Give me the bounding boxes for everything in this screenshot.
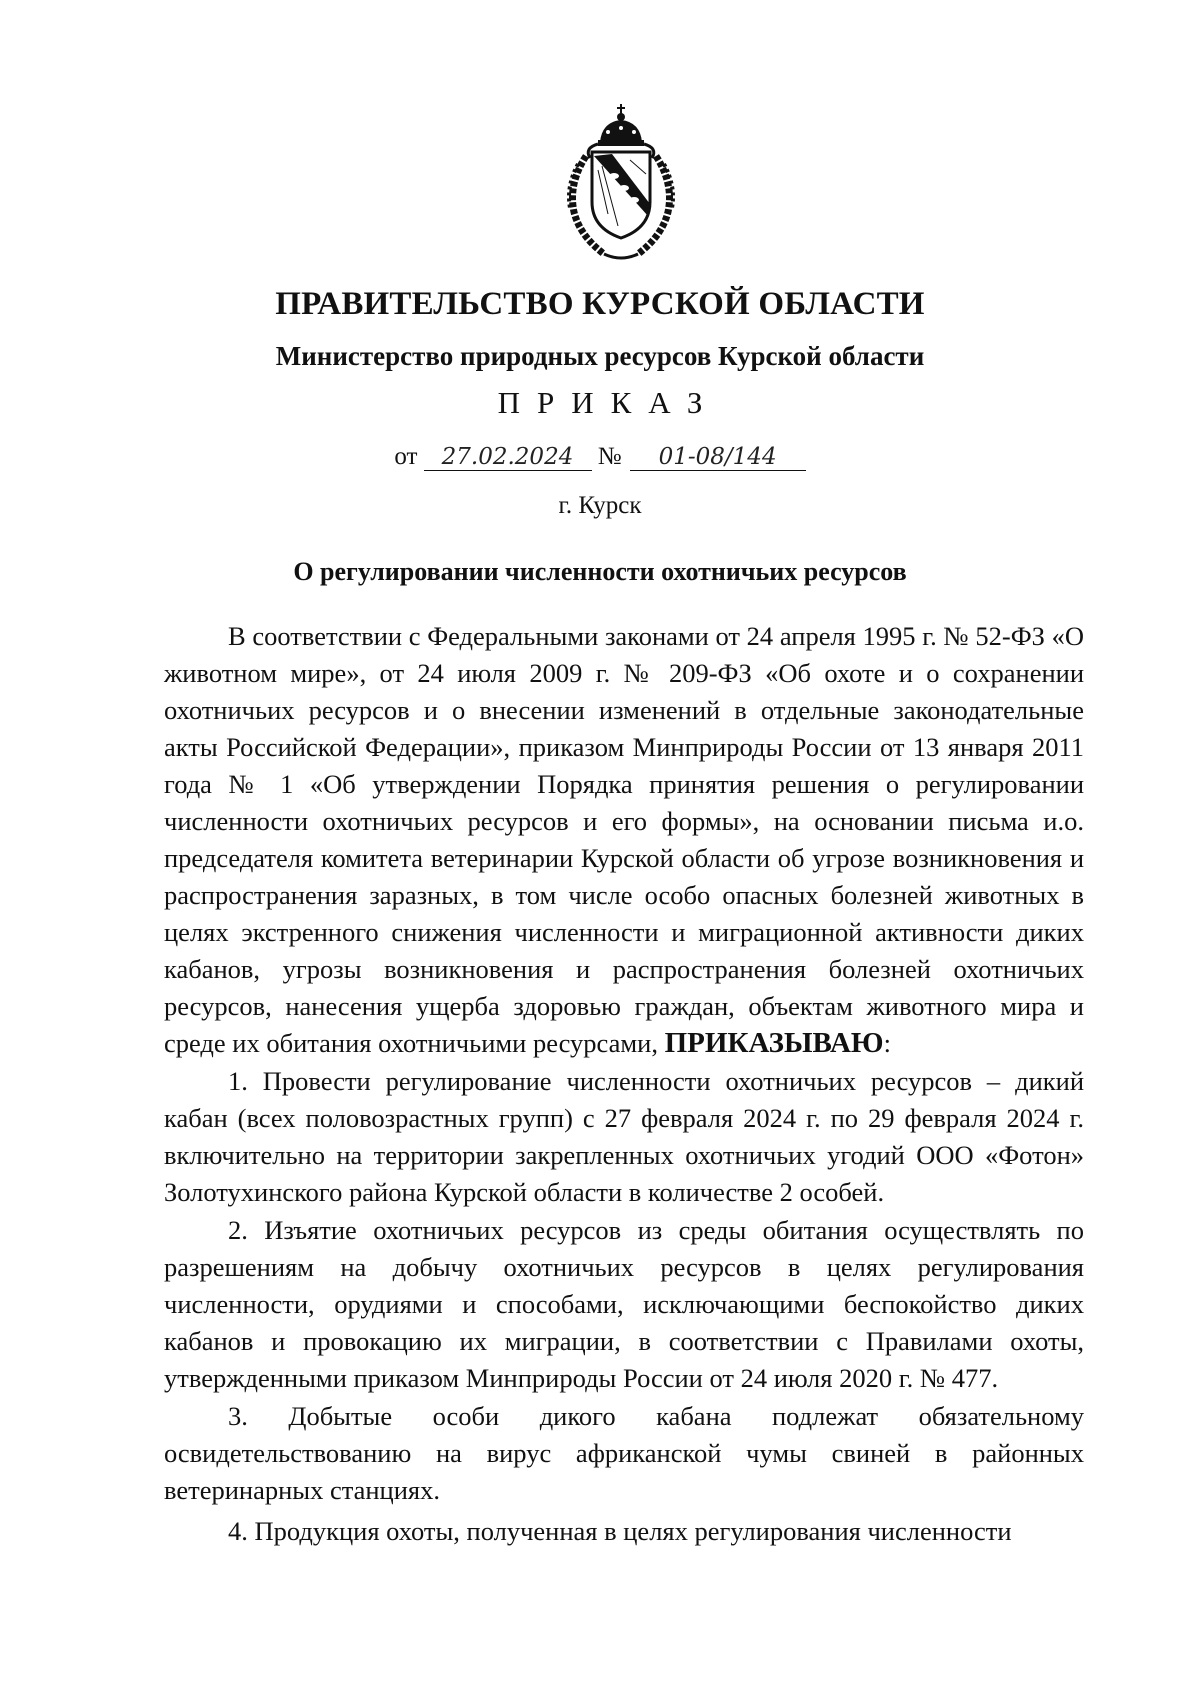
document-type: ПРИКАЗ — [497, 385, 720, 420]
order-keyword: ПРИКАЗЫВАЮ — [664, 1027, 884, 1059]
preamble-text: В соответствии с Федеральными законами от 24 апреля 1995 г. № 52-ФЗ «О животном мире», от 24 июля 2009 г. № 209-ФЗ «Об охоте и о сохранении охотничьих ресурсов и о внесении изменений в отдельные законодательные акты Российской Федерации», приказом Минприроды России от 13 января 2011 года № 1 «Об утверждении Порядка принятия решения о регулировании численности охотничьих ресурсов и его формы», на основании письма и.о. председателя комитета ветеринарии Курской области об угрозе возникновения и распространения заразных, в том числе особо опасных болезней животных в целях экстренного снижения численности и миграционной активности диких кабанов, угрозы возникновения и распространения болезней охотничьих ресурсов, нанесения ущерба здоровью граждан, объектам животного мира и среде их обитания охотничьими ресурсами, — [164, 621, 1084, 1058]
order-item-4: 4. Продукция охоты, полученная в целях регулирования численности — [228, 1516, 1012, 1546]
date-number-line — [0, 443, 1200, 471]
order-item-3: 3. Добытые особи дикого кабана подлежат обязательному освидетельствованию на вирус африканской чумы свиней в районных ветеринарных станциях. — [164, 1401, 1084, 1505]
coat-of-arms-emblem — [564, 104, 678, 262]
document-subject: О регулировании численности охотничьих ресурсов — [293, 557, 907, 586]
ministry-title: Министерство природных ресурсов Курской области — [275, 341, 925, 371]
date-prefix: от — [394, 443, 418, 470]
order-item-1: 1. Провести регулирование численности охотничьих ресурсов – дикий кабан (всех половозрастных групп) с 27 февраля 2024 г. по 29 февраля 2024 г. включительно на территории закрепленных охотничьих угодий ООО «Фотон» Золотухинского района Курской области в количестве 2 особей. — [164, 1066, 1084, 1207]
order-item-2: 2. Изъятие охотничьих ресурсов из среды обитания осуществлять по разрешениям на добычу охотничьих ресурсов в целях регулирования численности, орудиями и способами, исключающими беспокойство диких кабанов и провокацию их миграции, в соответствии с Правилами охоты, утвержденными приказом Минприроды России от 24 июля 2020 г. № 477. — [164, 1215, 1084, 1393]
order-keyword-colon: : — [883, 1028, 891, 1058]
handwritten-number: 01-08/144 — [630, 444, 806, 471]
document-body — [164, 618, 1084, 1550]
handwritten-date: 27.02.2024 — [424, 444, 592, 471]
preamble-paragraph — [164, 618, 1084, 1062]
number-prefix: № — [597, 443, 622, 470]
city: г. Курск — [558, 492, 642, 519]
government-title: ПРАВИТЕЛЬСТВО КУРСКОЙ ОБЛАСТИ — [275, 286, 925, 322]
